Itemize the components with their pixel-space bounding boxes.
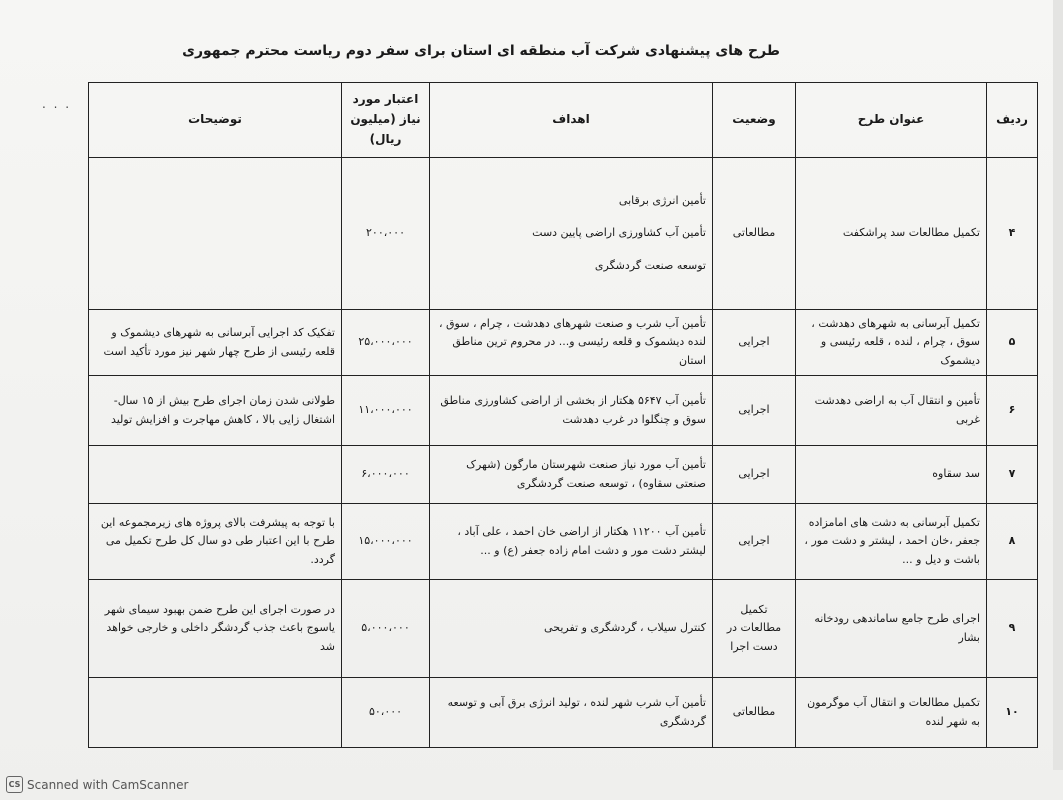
table-row xyxy=(89,446,1038,504)
table-header-row xyxy=(89,83,1038,158)
page-edge-shadow xyxy=(1053,0,1063,770)
scanner-watermark xyxy=(6,776,188,793)
project-goals: تأمین آب ۵۶۴۷ هکتار از بخشی از اراضی کشاورزی مناطق سوق و چنگلوا در غرب دهدشت xyxy=(430,376,713,446)
project-status: اجرایی xyxy=(713,376,796,446)
projects-table xyxy=(88,82,1038,748)
project-title: تکمیل آبرسانی به دشت های امامزاده جعفر ،خان احمد ، لیشتر و دشت مور ، باشت و دیل و ... xyxy=(796,504,987,580)
project-title: اجرای طرح جامع ساماندهی رودخانه بشار xyxy=(796,580,987,678)
row-number: ۱۰ xyxy=(987,678,1038,748)
header-goals: اهداف xyxy=(430,83,713,158)
project-credit: ۲۵،۰۰۰،۰۰۰ xyxy=(342,310,430,376)
scanner-watermark-text: Scanned with CamScanner xyxy=(27,777,189,792)
project-notes xyxy=(89,158,342,310)
table-row xyxy=(89,158,1038,310)
project-credit: ۶،۰۰۰،۰۰۰ xyxy=(342,446,430,504)
goal-item: توسعه صنعت گردشگری xyxy=(594,258,706,272)
row-number: ۵ xyxy=(987,310,1038,376)
header-credit: اعتبار مورد نیاز (میلیون ریال) xyxy=(342,83,430,158)
row-number: ۹ xyxy=(987,580,1038,678)
table-row xyxy=(89,580,1038,678)
row-number: ۶ xyxy=(987,376,1038,446)
project-goals: کنترل سیلاب ، گردشگری و تفریحی xyxy=(430,580,713,678)
project-title: تکمیل مطالعات و انتقال آب موگرمون به شهر لنده xyxy=(796,678,987,748)
project-notes: طولانی شدن زمان اجرای طرح بیش از ۱۵ سال- اشتغال زایی بالا ، کاهش مهاجرت و افزایش تولید xyxy=(89,376,342,446)
project-goals: تأمین آب ۱۱۲۰۰ هکتار از اراضی خان احمد ، علی آباد ، لیشتر دشت مور و دشت امام زاده جعفر (ع) و ... xyxy=(430,504,713,580)
project-goals: تأمین آب شرب و صنعت شهرهای دهدشت ، چرام ، سوق ، لنده دیشموک و قلعه رئیسی و... در محروم ترین مناطق استان xyxy=(430,310,713,376)
table-row xyxy=(89,310,1038,376)
header-project-title: عنوان طرح xyxy=(796,83,987,158)
project-status: اجرایی xyxy=(713,504,796,580)
header-status: وضعیت xyxy=(713,83,796,158)
project-notes: در صورت اجرای این طرح ضمن بهبود سیمای شهر یاسوج باعث جذب گردشگر داخلی و خارجی خواهد شد xyxy=(89,580,342,678)
project-credit: ۲۰۰،۰۰۰ xyxy=(342,158,430,310)
project-title: تأمین و انتقال آب به اراضی دهدشت غربی xyxy=(796,376,987,446)
row-number: ۸ xyxy=(987,504,1038,580)
project-goals: تأمین آب شرب شهر لنده ، تولید انرژی برق آبی و توسعه گردشگری xyxy=(430,678,713,748)
header-row-no: ردیف xyxy=(987,83,1038,158)
project-title: تکمیل آبرسانی به شهرهای دهدشت ، سوق ، چرام ، لنده ، قلعه رئیسی و دیشموک xyxy=(796,310,987,376)
table-row xyxy=(89,504,1038,580)
project-title: سد سقاوه xyxy=(796,446,987,504)
corner-marks: . . . xyxy=(42,97,72,111)
project-credit: ۱۱،۰۰۰،۰۰۰ xyxy=(342,376,430,446)
project-goals: تأمین آب مورد نیاز صنعت شهرستان مارگون (شهرک صنعتی سقاوه) ، توسعه صنعت گردشگری xyxy=(430,446,713,504)
project-notes xyxy=(89,446,342,504)
camscanner-logo-icon: CS xyxy=(6,776,23,793)
row-number: ۷ xyxy=(987,446,1038,504)
row-number: ۴ xyxy=(987,158,1038,310)
project-notes xyxy=(89,678,342,748)
project-status: مطالعاتی xyxy=(713,678,796,748)
goal-item: تأمین آب کشاورزی اراضی پایین دست xyxy=(532,226,706,240)
project-credit: ۵،۰۰۰،۰۰۰ xyxy=(342,580,430,678)
project-goals xyxy=(430,158,713,310)
project-title: تکمیل مطالعات سد پراشکفت xyxy=(796,158,987,310)
project-credit: ۵۰،۰۰۰ xyxy=(342,678,430,748)
goal-item: تأمین انرژی برقابی xyxy=(618,194,706,208)
table-row xyxy=(89,376,1038,446)
project-notes: با توجه به پیشرفت بالای پروژه های زیرمجموعه این طرح با این اعتبار طی دو سال کل طرح تکمیل می گردد. xyxy=(89,504,342,580)
project-status: تکمیل مطالعات در دست اجرا xyxy=(713,580,796,678)
header-notes: توضیحات xyxy=(89,83,342,158)
project-credit: ۱۵،۰۰۰،۰۰۰ xyxy=(342,504,430,580)
project-status: مطالعاتی xyxy=(713,158,796,310)
document-title: طرح های پیشنهادی شرکت آب منطقه ای استان برای سفر دوم ریاست محترم جمهوری xyxy=(182,43,780,59)
project-status: اجرایی xyxy=(713,446,796,504)
table-row xyxy=(89,678,1038,748)
project-status: اجرایی xyxy=(713,310,796,376)
project-notes: تفکیک کد اجرایی آبرسانی به شهرهای دیشموک و قلعه رئیسی از طرح چهار شهر نیز مورد تأکید است xyxy=(89,310,342,376)
